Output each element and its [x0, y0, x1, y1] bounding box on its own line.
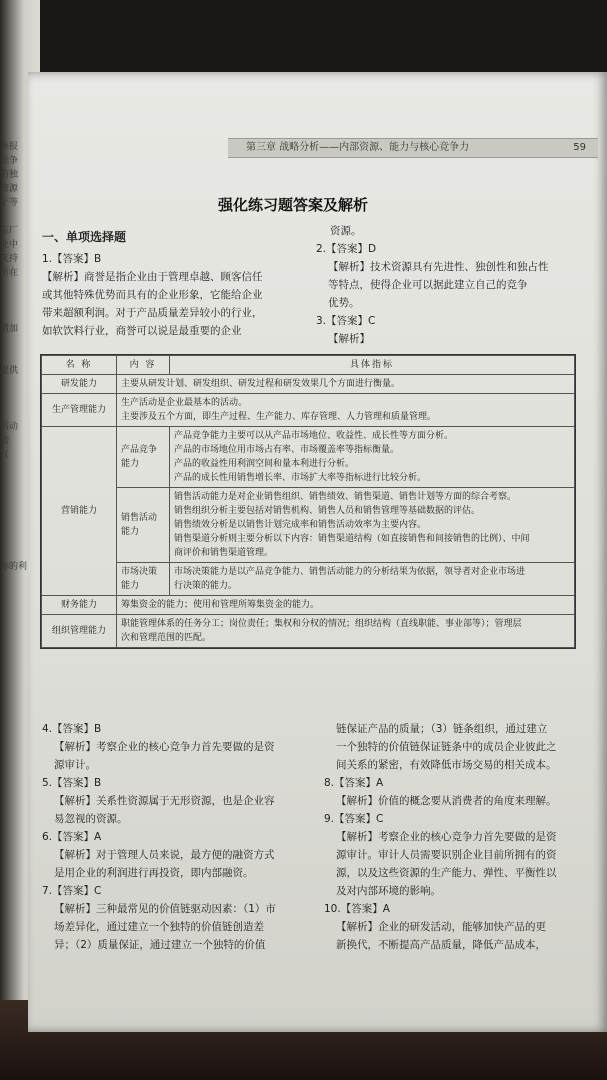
- margin-text-line: [0, 392, 28, 406]
- explanation-2-line: 【解析】技术资源具有先进性、独创性和独占性: [328, 261, 549, 273]
- chapter-title: 第三章 战略分析——内部资源、能力与核心竞争力: [246, 142, 470, 153]
- text-line: 【解析】三种最常见的价值链驱动因素：（1）市: [54, 903, 276, 915]
- text-line: 【解析】关系性资源属于无形资源，也是企业容: [54, 795, 275, 807]
- text-line: 一个独特的价值链保证链条中的成员企业彼此之: [336, 741, 557, 753]
- text-line: 新换代，不断提高产品质量，降低产品成本，: [336, 939, 546, 951]
- header-name: 名 称: [42, 356, 117, 375]
- page-title: 强化练习题答案及解析: [218, 196, 369, 214]
- right-column-bottom: [324, 720, 596, 954]
- margin-text-line: [0, 336, 28, 350]
- explanation-2-line: 等特点，使得企业可以据此建立自己的竞争: [328, 279, 528, 291]
- text-line: 易忽视的资源。: [54, 813, 128, 825]
- margin-text-line: [0, 406, 28, 420]
- margin-text-line: [0, 490, 28, 504]
- text-line: 间关系的紧密，有效降低市场交易的相关成本。: [336, 759, 557, 771]
- text-line: 【解析】考察企业的核心竞争力首先要做的是资: [336, 831, 557, 843]
- margin-text-line: 业中: [0, 240, 19, 250]
- table-row: [42, 375, 575, 394]
- text-line: 【解析】企业的研发活动，能够加快产品的更: [336, 921, 546, 933]
- row-line: 销售组织分析主要包括对销售机构、销售人员和销售管理等基础数据的评估。: [174, 506, 481, 516]
- explanation-2-line: 优势。: [328, 297, 360, 309]
- explanation-1-line: 带来超额利润。对于产品质量差异较小的行业，: [42, 307, 263, 319]
- margin-text-line: [0, 210, 28, 224]
- margin-text-line: [0, 378, 28, 392]
- row-line: 产品的成长性用销售增长率、市场扩大率等指标进行比较分析。: [174, 473, 427, 483]
- running-header: [228, 138, 598, 158]
- row-text: [117, 394, 575, 427]
- text-line: 8.【答案】A: [324, 777, 384, 789]
- row-line: 产品的市场地位用市场占有率、市场覆盖率等指标衡量。: [174, 445, 400, 455]
- row-line: 销售活动能力是对企业销售组织、销售绩效、销售渠道、销售计划等方面的综合考察。: [174, 492, 517, 502]
- text-line: 10.【答案】A: [324, 903, 390, 915]
- row-line: 行决策的能力。: [174, 581, 238, 591]
- row-line: 产品竞争能力主要可以从产品市场地位、收益性、成长性等方面分析。: [174, 431, 454, 441]
- text-line: 链保证产品的质量；（3）链条组织，通过建立: [336, 723, 548, 735]
- table-row: [42, 394, 575, 427]
- text-line: 4.【答案】B: [42, 723, 102, 735]
- sub-name: 销售活动能力: [117, 488, 170, 563]
- row-line: 销售绩效分析是以销售计划完成率和销售活动效率为主要内容。: [174, 520, 427, 530]
- margin-text-line: [0, 350, 28, 364]
- left-column-bottom: [42, 720, 314, 954]
- text-line: 7.【答案】C: [42, 885, 102, 897]
- row-text: 主要从研发计划、研发组织、研发过程和研发效果几个方面进行衡量。: [117, 375, 575, 394]
- table-row: [42, 427, 575, 488]
- margin-text-line: [0, 462, 28, 476]
- margin-text-line: 资源: [0, 184, 19, 194]
- margin-text-line: （: [0, 450, 10, 460]
- answer-1: 1.【答案】B: [42, 253, 102, 265]
- text-line: 【解析】对于管理人员来说，最方便的融资方式: [54, 849, 275, 861]
- margin-text-line: [0, 504, 28, 518]
- row-text: [170, 488, 575, 563]
- right-column-top: [316, 222, 586, 348]
- margin-text-line: 东厂: [0, 226, 19, 236]
- book-page: [28, 72, 607, 1032]
- text-line: 5.【答案】B: [42, 777, 102, 789]
- row-name: 组织管理能力: [42, 615, 117, 648]
- margin-text-line: 务报: [0, 142, 19, 152]
- text-line: 及对内部环境的影响。: [336, 885, 441, 897]
- explanation-1-line: 如软饮料行业，商誉可以说是最重要的企业: [42, 325, 242, 337]
- margin-text-line: 的独: [0, 170, 19, 180]
- margin-text-line: 增加: [0, 324, 19, 334]
- capability-table: [40, 354, 576, 649]
- answer-3: 3.【答案】C: [316, 315, 376, 327]
- sub-name: 市场决策能力: [117, 563, 170, 596]
- row-text: [117, 615, 575, 648]
- margin-text-line: 于等: [0, 198, 19, 208]
- margin-text-line: 支持: [0, 254, 19, 264]
- margin-text-line: [0, 532, 28, 546]
- explanation-1-line: 或其他特殊优势而具有的企业形象，它能给企业: [42, 289, 263, 301]
- row-line: 商评价和销售渠道管理。: [174, 548, 274, 558]
- table-header-row: [42, 356, 575, 375]
- margin-text-line: 你的利: [0, 562, 28, 572]
- text-line: 9.【答案】C: [324, 813, 384, 825]
- header-content: 内 容: [117, 356, 170, 375]
- row-line: 职能管理体系的任务分工；岗位责任；集权和分权的情况；组织结构（直线职能、事业部等）；管理层: [121, 619, 522, 629]
- answer-2: 2.【答案】D: [316, 243, 377, 255]
- table-row: [42, 596, 575, 615]
- margin-text-line: 、: [0, 296, 10, 306]
- margin-text-line: 所在: [0, 268, 19, 278]
- sub-name: 产品竞争能力: [117, 427, 170, 488]
- table-row: [42, 563, 575, 596]
- text-line: 6.【答案】A: [42, 831, 102, 843]
- table-row: [42, 615, 575, 648]
- row-name: 财务能力: [42, 596, 117, 615]
- text-line: 源审计。审计人员需要识别企业目前所拥有的资: [336, 849, 557, 861]
- row-line: 销售渠道分析则主要分析以下内容：销售渠道结构（如直接销售和间接销售的比例）、中间: [174, 534, 530, 544]
- row-text: [170, 563, 575, 596]
- margin-text-line: [0, 476, 28, 490]
- margin-text-line: [0, 280, 28, 294]
- row-name: 研发能力: [42, 375, 117, 394]
- header-indicators: 具体指标: [170, 356, 575, 375]
- row-text: 筹集资金的能力；使用和管理所筹集资金的能力。: [117, 596, 575, 615]
- margin-text-line: [0, 546, 28, 560]
- margin-text-line: 动: [0, 436, 10, 446]
- page-number: 59: [573, 142, 586, 153]
- text-line: 场差异化，通过建立一个独特的价值链创造差: [54, 921, 264, 933]
- left-column-top: [42, 228, 312, 340]
- row-name: 生产管理能力: [42, 394, 117, 427]
- section-heading: 一、单项选择题: [42, 230, 127, 244]
- margin-text-line: 活动: [0, 422, 19, 432]
- row-line: 次和管理范围的匹配。: [121, 633, 212, 643]
- text-line: 源，以及这些资源的生产能力、弹性、平衡性以: [336, 867, 557, 879]
- table-row: [42, 488, 575, 563]
- margin-text-line: 提供: [0, 366, 19, 376]
- text-line: 【解析】价值的概念要从消费者的角度来理解。: [336, 795, 557, 807]
- margin-text-line: [0, 518, 28, 532]
- text-line: 【解析】考察企业的核心竞争力首先要做的是资: [54, 741, 275, 753]
- text-line: 是用企业的利润进行再投资，即内部融资。: [54, 867, 254, 879]
- row-line: 生产活动是企业最基本的活动。: [121, 398, 248, 408]
- row-line: 主要涉及五个方面，即生产过程、生产能力、库存管理、人力管理和质量管理。: [121, 412, 437, 422]
- explanation-1-line: 【解析】商誉是指企业由于管理卓越、顾客信任: [42, 271, 263, 283]
- row-text: [170, 427, 575, 488]
- text-line: 异；（2）质量保证，通过建立一个独特的价值: [54, 939, 266, 951]
- explanation-3: 【解析】: [328, 333, 370, 345]
- text-line: 源审计。: [54, 759, 96, 771]
- adjacent-page-text: [0, 140, 28, 574]
- continued-text: 资源。: [330, 225, 362, 237]
- margin-text-line: [0, 308, 28, 322]
- row-line: 市场决策能力是以产品竞争能力、销售活动能力的分析结果为依据，领导者对企业市场进: [174, 567, 526, 577]
- row-name: 营销能力: [42, 427, 117, 596]
- margin-text-line: 竞争: [0, 156, 19, 166]
- row-line: 产品的收益性用利润空间和量本利进行分析。: [174, 459, 355, 469]
